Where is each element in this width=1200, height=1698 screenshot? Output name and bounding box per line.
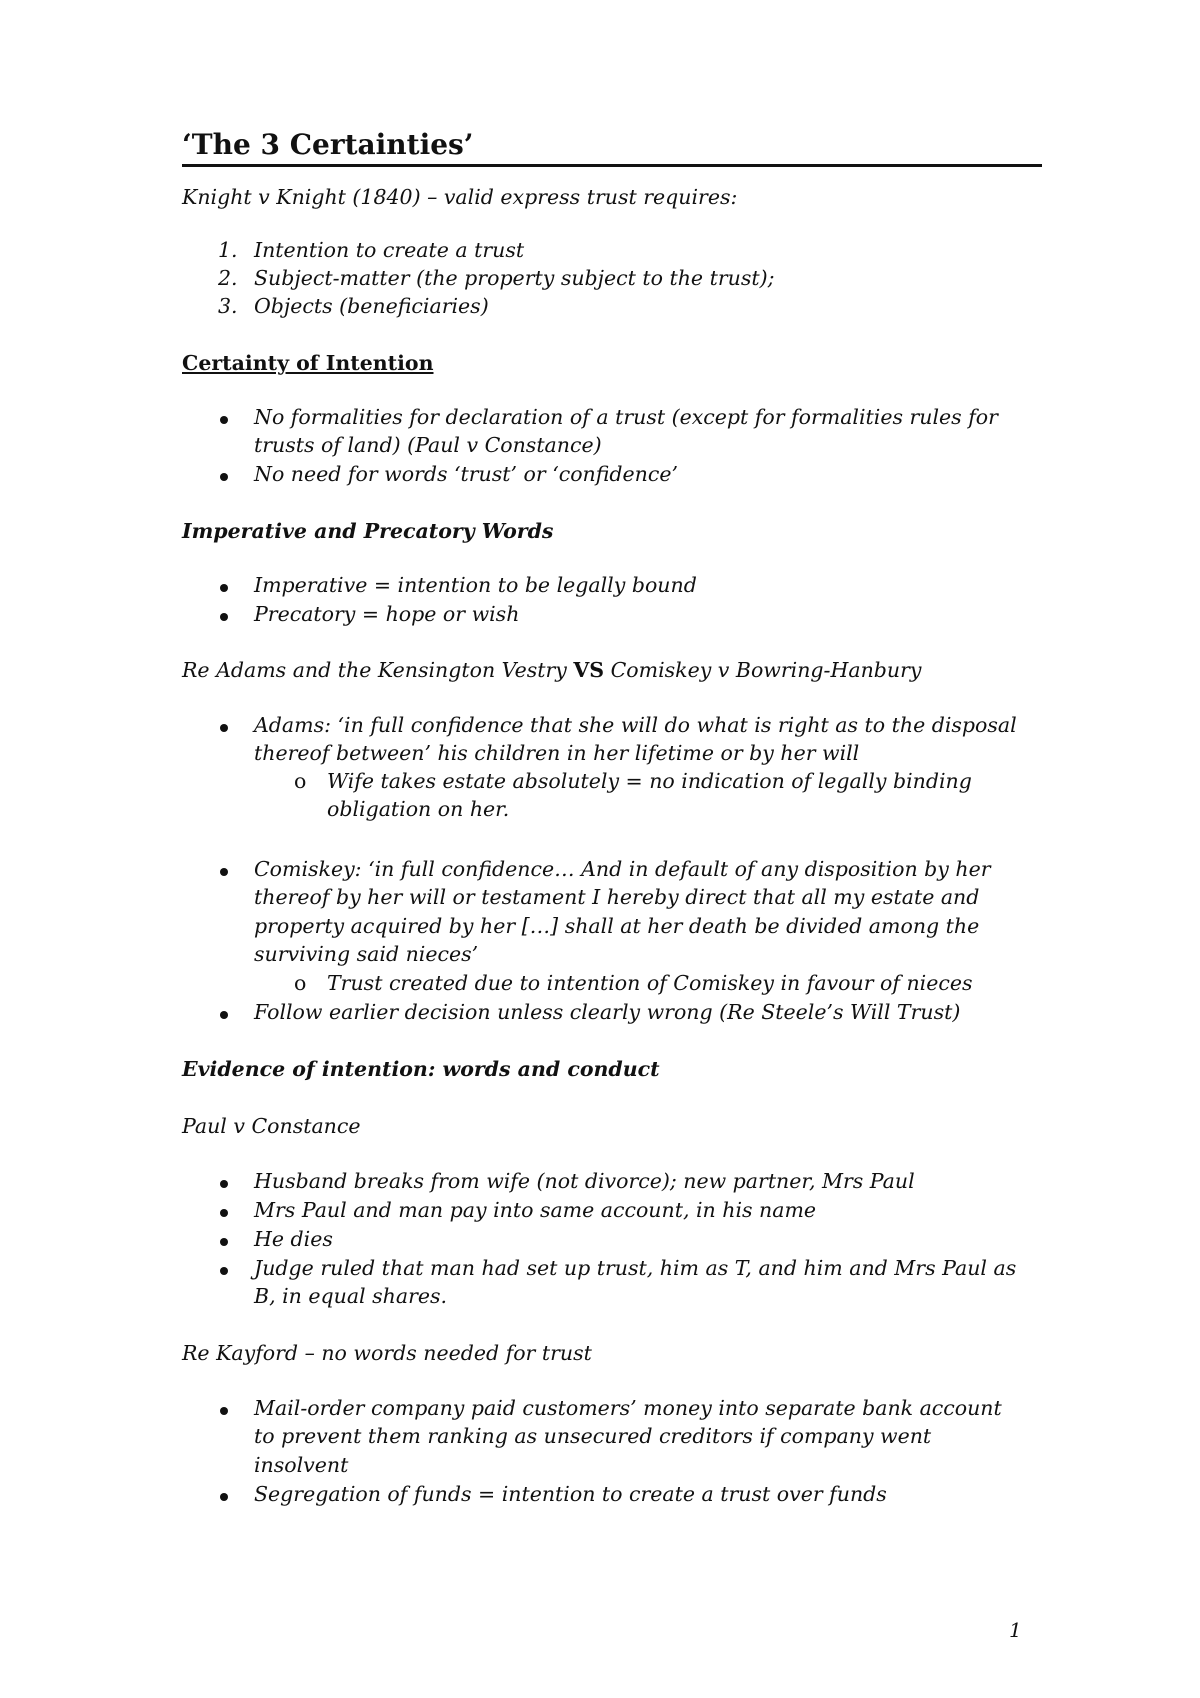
bullet-icon [220,473,228,481]
section-heading-imperative: Imperative and Precatory Words [182,519,554,543]
list-item: Adams: ‘in full confidence that she will do what is right as to the disposal [254,713,1017,737]
sub-bullet-icon: o [294,971,307,995]
list-item: No formalities for declaration of a trust (except for formalities rules for [254,405,998,429]
list-item: Precatory = hope or wish [254,602,520,626]
list-item: He dies [254,1227,333,1251]
case-heading-kayford: Re Kayford – no words needed for trust [182,1341,592,1365]
list-item: Judge ruled that man had set up trust, him as T, and him and Mrs Paul as [254,1256,1017,1280]
list-item: Intention to create a trust [254,238,525,262]
list-number: 2. [218,266,238,290]
list-number: 1. [218,238,238,262]
list-item-continuation: B, in equal shares. [254,1284,448,1308]
list-item: Mrs Paul and man pay into same account, in his name [254,1198,817,1222]
list-item: Objects (beneficiaries) [254,294,489,318]
knight-intro: Knight v Knight (1840) – valid express trust requires: [182,185,738,209]
list-item-continuation: thereof between’ his children in her lifetime or by her will [254,741,860,765]
page-title: ‘The 3 Certainties’ [182,128,1042,167]
versus-label: VS [573,658,605,682]
bullet-icon [220,1493,228,1501]
sub-list-item: Trust created due to intention of Comiskey in favour of nieces [327,971,973,995]
sub-list-item-continuation: obligation on her. [327,797,510,821]
list-item-continuation: insolvent [254,1453,349,1477]
list-item-continuation: thereof by her will or testament I hereby direct that all my estate and [254,885,980,909]
case-heading-paul: Paul v Constance [182,1114,361,1138]
bullet-icon [220,584,228,592]
list-item-continuation: surviving said nieces’ [254,942,479,966]
list-item: Subject-matter (the property subject to the trust); [254,266,775,290]
section-heading-evidence: Evidence of intention: words and conduct [182,1057,660,1081]
list-item: Imperative = intention to be legally bound [254,573,697,597]
sub-list-item: Wife takes estate absolutely = no indication of legally binding [327,769,972,793]
list-number: 3. [218,294,238,318]
list-item: Comiskey: ‘in full confidence… And in default of any disposition by her [254,857,991,881]
list-item: No need for words ‘trust’ or ‘confidence’ [254,462,679,486]
case-left: Re Adams and the Kensington Vestry [182,658,574,682]
list-item-continuation: property acquired by her […] shall at her death be divided among the [254,914,980,938]
bullet-icon [220,1209,228,1217]
list-item: Mail-order company paid customers’ money into separate bank account [254,1396,1002,1420]
bullet-icon [220,1407,228,1415]
list-item: Segregation of funds = intention to create a trust over funds [254,1482,887,1506]
sub-bullet-icon: o [294,769,307,793]
adams-vs-comiskey [182,656,921,685]
bullet-icon [220,416,228,424]
list-item-continuation: to prevent them ranking as unsecured creditors if company went [254,1424,932,1448]
list-item: Follow earlier decision unless clearly wrong (Re Steele’s Will Trust) [254,1000,961,1024]
bullet-icon [220,613,228,621]
bullet-icon [220,1238,228,1246]
list-item: Husband breaks from wife (not divorce); new partner, Mrs Paul [254,1169,915,1193]
bullet-icon [220,1267,228,1275]
section-heading-certainty: Certainty of Intention [182,351,434,375]
list-item-continuation: trusts of land) (Paul v Constance) [254,433,602,457]
page-number: 1 [1009,1618,1022,1642]
bullet-icon [220,868,228,876]
bullet-icon [220,1180,228,1188]
bullet-icon [220,724,228,732]
bullet-icon [220,1011,228,1019]
case-right: Comiskey v Bowring-Hanbury [604,658,922,682]
